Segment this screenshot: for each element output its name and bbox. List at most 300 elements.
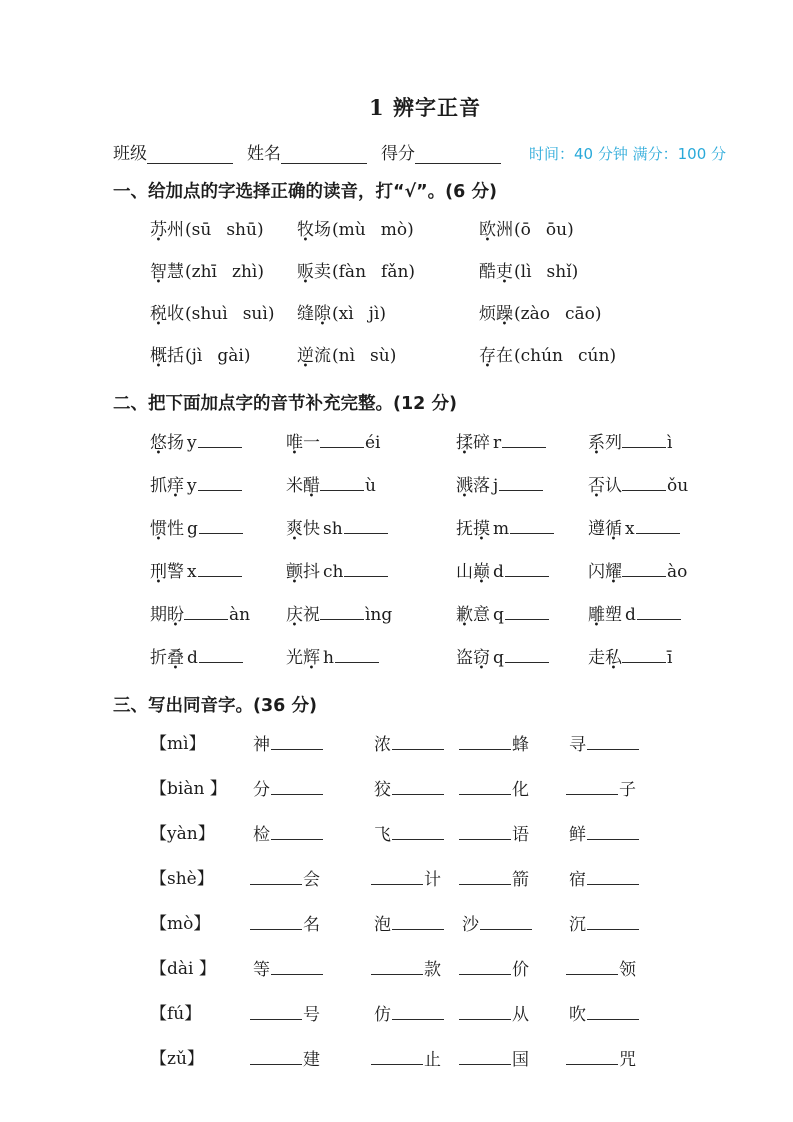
pinyin-option[interactable]: zào (520, 304, 550, 324)
homophone-item (459, 958, 566, 982)
syllable-suffix: ǒu (667, 476, 689, 496)
given-char: 等 (253, 960, 270, 980)
given-char: 领 (619, 960, 636, 980)
homophone-item (371, 1003, 459, 1027)
syllable-prefix: m (493, 519, 510, 539)
homophone-item (371, 913, 459, 937)
homophone-item (250, 868, 371, 892)
score-blank[interactable] (415, 147, 501, 164)
syllable-item (286, 646, 456, 670)
answer-blank[interactable] (505, 603, 549, 620)
homophone-item (566, 733, 737, 757)
dotted-char: 私 (605, 648, 622, 668)
syllable-prefix: q (493, 648, 504, 668)
syllable-suffix: ī (667, 648, 673, 668)
dotted-char: 税 (150, 304, 167, 324)
homophone-item (459, 778, 566, 802)
hanzi-char: 扬 (167, 433, 184, 453)
word-pinyin-item (150, 345, 297, 368)
hanzi-char: 意 (473, 605, 490, 625)
hanzi-char: 一 (303, 433, 320, 453)
pinyin-option[interactable]: cāo (564, 304, 595, 324)
answer-blank[interactable] (198, 474, 242, 491)
score-label: 得分 (381, 144, 415, 164)
answer-blank[interactable] (320, 431, 364, 448)
word-pinyin-item (297, 261, 479, 284)
pinyin-option[interactable]: shǐ (546, 262, 572, 282)
given-char: 寻 (569, 735, 586, 755)
syllable-suffix: éi (365, 433, 381, 453)
pinyin-option[interactable]: mù (338, 220, 366, 240)
dotted-word (588, 648, 622, 668)
given-char: 沙 (462, 915, 479, 935)
answer-blank[interactable] (271, 778, 323, 795)
homophone-item (371, 733, 459, 757)
syllable-item (588, 517, 737, 541)
syllable-item (456, 603, 588, 627)
hanzi-char: 落 (473, 476, 490, 496)
dotted-word (150, 220, 184, 240)
answer-blank[interactable] (198, 431, 242, 448)
word-pinyin-item (297, 345, 479, 368)
dotted-char: 雕 (588, 605, 605, 625)
answer-blank[interactable] (392, 733, 444, 750)
pinyin-option[interactable]: cún (578, 346, 610, 366)
dotted-char: 揉 (456, 433, 473, 453)
hanzi-char: 闪 (588, 562, 605, 582)
hanzi-char: 走 (588, 648, 605, 668)
hanzi-char: 抓 (150, 476, 167, 496)
syllable-suffix: àn (229, 605, 251, 625)
hanzi-char: 收 (167, 304, 184, 324)
answer-blank[interactable] (587, 868, 639, 885)
answer-blank[interactable] (622, 560, 666, 577)
dotted-word (150, 519, 184, 539)
answer-blank[interactable] (502, 431, 546, 448)
answer-blank[interactable] (459, 733, 511, 750)
syllable-item (150, 646, 286, 670)
hanzi-char: 慧 (167, 262, 184, 282)
syllable-prefix: x (625, 519, 635, 539)
given-char: 化 (512, 780, 529, 800)
syllable-prefix: d (187, 648, 198, 668)
answer-blank[interactable] (184, 603, 228, 620)
dotted-word (456, 648, 490, 668)
pinyin-option[interactable]: zhī (191, 262, 217, 282)
pinyin-options: (jì gài) (185, 346, 251, 366)
section-three-grid (150, 733, 737, 1072)
pinyin-option[interactable]: sū (191, 220, 212, 240)
word-pinyin-item (150, 261, 297, 284)
answer-blank[interactable] (459, 1048, 511, 1065)
answer-blank[interactable] (250, 868, 302, 885)
answer-blank[interactable] (499, 474, 543, 491)
dotted-char: 爽 (286, 519, 303, 539)
answer-blank[interactable] (335, 646, 379, 663)
syllable-prefix: ch (323, 562, 344, 582)
pinyin-options: (mù mò) (332, 220, 414, 240)
dotted-char: 痒 (167, 476, 184, 496)
pinyin-options: (zhī zhì) (185, 262, 264, 282)
hanzi-char: 塑 (605, 605, 622, 625)
hanzi-char: 盗 (456, 648, 473, 668)
syllable-item (456, 517, 588, 541)
dotted-word (297, 220, 331, 240)
dotted-word (286, 476, 320, 496)
answer-blank[interactable] (637, 603, 681, 620)
hanzi-char: 州 (167, 220, 184, 240)
homophone-item (566, 1003, 737, 1027)
hanzi-char: 酷 (479, 262, 496, 282)
given-char: 号 (303, 1005, 320, 1025)
dotted-char: 存 (479, 346, 496, 366)
syllable-prefix: sh (323, 519, 343, 539)
dotted-char: 盼 (167, 605, 184, 625)
dotted-char: 颤 (286, 562, 303, 582)
dotted-word (297, 262, 331, 282)
dotted-word (588, 519, 622, 539)
pinyin-options: (lì shǐ) (514, 262, 579, 282)
dotted-word (286, 648, 320, 668)
answer-blank[interactable] (459, 1003, 511, 1020)
dotted-word (588, 476, 622, 496)
pinyin-option[interactable]: ōu (545, 220, 568, 240)
given-char: 语 (512, 825, 529, 845)
hanzi-char: 流 (314, 346, 331, 366)
word-pinyin-item (150, 219, 297, 242)
syllable-item (286, 474, 456, 498)
answer-blank[interactable] (459, 868, 511, 885)
syllable-item (286, 431, 456, 455)
answer-blank[interactable] (199, 517, 243, 534)
class-field (113, 139, 233, 164)
pinyin-options: (fàn fǎn) (332, 262, 416, 282)
dotted-char: 醋 (303, 476, 320, 496)
given-char: 子 (619, 780, 636, 800)
dotted-char: 窃 (473, 648, 490, 668)
answer-blank[interactable] (636, 517, 680, 534)
answer-blank[interactable] (198, 560, 242, 577)
dotted-word (286, 519, 320, 539)
dotted-char: 隙 (314, 304, 331, 324)
section-one-heading: 一、给加点的字选择正确的读音，打“√”。(6 分) (113, 182, 497, 202)
syllable-prefix: y (187, 433, 197, 453)
word-pinyin-item (297, 303, 479, 326)
dotted-word (479, 346, 513, 366)
answer-blank[interactable] (566, 778, 618, 795)
name-blank[interactable] (281, 147, 367, 164)
pinyin-options: (chún cún) (514, 346, 617, 366)
dotted-word (150, 262, 184, 282)
dotted-char: 歉 (456, 605, 473, 625)
hanzi-char: 山 (456, 562, 473, 582)
pinyin-options: (zào cāo) (514, 304, 602, 324)
homophone-item (459, 868, 566, 892)
answer-blank[interactable] (505, 646, 549, 663)
dotted-char: 刑 (150, 562, 167, 582)
syllable-prefix: d (493, 562, 504, 582)
answer-blank[interactable] (344, 560, 388, 577)
homophone-item (250, 1003, 371, 1027)
given-char: 吹 (569, 1005, 586, 1025)
pinyin-option[interactable]: chún (520, 346, 564, 366)
name-field (247, 139, 367, 164)
homophone-key: 【yàn】 (150, 824, 215, 844)
answer-blank[interactable] (622, 474, 666, 491)
homophone-item (250, 733, 371, 757)
dotted-word (150, 476, 184, 496)
answer-blank[interactable] (459, 778, 511, 795)
answer-blank[interactable] (587, 913, 639, 930)
homophone-key: 【shè】 (150, 869, 214, 889)
hanzi-char: 遵 (588, 519, 605, 539)
hanzi-char: 祝 (303, 605, 320, 625)
answer-blank[interactable] (505, 560, 549, 577)
dotted-word (150, 605, 184, 625)
answer-blank[interactable] (566, 958, 618, 975)
dotted-word (297, 304, 331, 324)
hanzi-char: 期 (150, 605, 167, 625)
dotted-word (150, 304, 184, 324)
syllable-item (456, 431, 588, 455)
homophone-key: 【dài 】 (150, 959, 216, 979)
homophone-item (459, 1048, 566, 1072)
name-label: 姓名 (247, 144, 281, 164)
word-pinyin-item (479, 261, 737, 284)
given-char: 泡 (374, 915, 391, 935)
answer-blank[interactable] (371, 1048, 423, 1065)
word-pinyin-item (479, 345, 737, 368)
answer-blank[interactable] (250, 1003, 302, 1020)
answer-blank[interactable] (622, 431, 666, 448)
pinyin-option[interactable]: suì (242, 304, 268, 324)
pinyin-option[interactable]: fàn (338, 262, 367, 282)
homophone-item (371, 1048, 459, 1072)
dotted-char: 智 (150, 262, 167, 282)
answer-blank[interactable] (459, 823, 511, 840)
hanzi-char: 折 (150, 648, 167, 668)
answer-blank[interactable] (587, 733, 639, 750)
given-char: 价 (512, 960, 529, 980)
dotted-char: 耀 (605, 562, 622, 582)
homophone-item (371, 958, 459, 982)
syllable-suffix: ù (365, 476, 376, 496)
homophone-item (566, 823, 737, 847)
pinyin-option[interactable]: ō (520, 220, 531, 240)
hanzi-char: 碎 (473, 433, 490, 453)
hanzi-char: 在 (496, 346, 513, 366)
dotted-word (150, 346, 184, 366)
pinyin-option[interactable]: fǎn (381, 262, 409, 282)
syllable-item (150, 474, 286, 498)
syllable-prefix: j (493, 476, 499, 496)
dotted-char: 贩 (297, 262, 314, 282)
dotted-word (456, 476, 490, 496)
homophone-item (250, 1048, 371, 1072)
answer-blank[interactable] (250, 1048, 302, 1065)
given-char: 飞 (374, 825, 391, 845)
dotted-word (588, 605, 622, 625)
given-char: 沉 (569, 915, 586, 935)
hanzi-char: 性 (167, 519, 184, 539)
answer-blank[interactable] (392, 823, 444, 840)
answer-blank[interactable] (566, 1048, 618, 1065)
homophone-key: 【zǔ】 (150, 1049, 204, 1069)
dotted-char: 巅 (473, 562, 490, 582)
syllable-item (588, 474, 737, 498)
syllable-suffix: ìng (365, 605, 393, 625)
homophone-item (371, 823, 459, 847)
answer-blank[interactable] (199, 646, 243, 663)
dotted-char: 辉 (303, 648, 320, 668)
syllable-prefix: r (493, 433, 502, 453)
hanzi-char: 光 (286, 648, 303, 668)
answer-blank[interactable] (371, 958, 423, 975)
answer-blank[interactable] (371, 868, 423, 885)
pinyin-option[interactable]: gài (217, 346, 244, 366)
hanzi-char: 烦 (479, 304, 496, 324)
syllable-item (286, 560, 456, 584)
pinyin-options: (xì jì) (332, 304, 387, 324)
dotted-word (297, 346, 331, 366)
pinyin-option[interactable]: nì (338, 346, 356, 366)
answer-blank[interactable] (271, 823, 323, 840)
homophone-item (250, 778, 371, 802)
given-char: 款 (424, 960, 441, 980)
pinyin-option[interactable]: xì (338, 304, 354, 324)
homophone-item (459, 913, 566, 937)
given-char: 仿 (374, 1005, 391, 1025)
answer-blank[interactable] (271, 958, 323, 975)
answer-blank[interactable] (459, 958, 511, 975)
dotted-word (286, 605, 320, 625)
dotted-char: 庆 (286, 605, 303, 625)
pinyin-option[interactable]: zhì (231, 262, 258, 282)
dotted-word (286, 562, 320, 582)
hanzi-char: 卖 (314, 262, 331, 282)
answer-blank[interactable] (587, 823, 639, 840)
given-char: 止 (424, 1050, 441, 1070)
given-char: 狡 (374, 780, 391, 800)
syllable-suffix: ì (667, 433, 673, 453)
given-char: 从 (512, 1005, 529, 1025)
syllable-item (150, 603, 286, 627)
pinyin-option[interactable]: lì (520, 262, 532, 282)
homophone-item (566, 1048, 737, 1072)
answer-blank[interactable] (392, 778, 444, 795)
word-pinyin-item (150, 303, 297, 326)
given-char: 神 (253, 735, 270, 755)
given-char: 浓 (374, 735, 391, 755)
dotted-char: 牧 (297, 220, 314, 240)
answer-blank[interactable] (392, 913, 444, 930)
answer-blank[interactable] (587, 1003, 639, 1020)
dotted-word (456, 562, 490, 582)
hanzi-char: 抚 (456, 519, 473, 539)
dotted-word (588, 562, 622, 582)
syllable-item (588, 431, 737, 455)
dotted-char: 悠 (150, 433, 167, 453)
pinyin-option[interactable]: shuì (191, 304, 228, 324)
syllable-item (150, 431, 286, 455)
dotted-char: 摸 (473, 519, 490, 539)
homophone-item (566, 913, 737, 937)
dotted-char: 叠 (167, 648, 184, 668)
syllable-item (286, 603, 456, 627)
dotted-char: 循 (605, 519, 622, 539)
homophone-item (459, 823, 566, 847)
word-pinyin-item (479, 303, 737, 326)
hanzi-char: 场 (314, 220, 331, 240)
dotted-char: 否 (588, 476, 605, 496)
dotted-char: 欧 (479, 220, 496, 240)
dotted-word (456, 605, 490, 625)
homophone-key: 【fú】 (150, 1004, 202, 1024)
pinyin-option[interactable]: jì (368, 304, 380, 324)
homophone-item (566, 958, 737, 982)
homophone-key: 【biàn 】 (150, 779, 227, 799)
answer-blank[interactable] (320, 603, 364, 620)
dotted-word (286, 433, 320, 453)
dotted-word (150, 433, 184, 453)
header-meta: 时间：40 分钟 满分：100 分 (529, 145, 727, 163)
homophone-item (566, 868, 737, 892)
given-char: 鲜 (569, 825, 586, 845)
homophone-item (371, 778, 459, 802)
answer-blank[interactable] (320, 474, 364, 491)
answer-blank[interactable] (622, 646, 666, 663)
class-blank[interactable] (147, 147, 233, 164)
syllable-item (588, 646, 737, 670)
dotted-word (150, 562, 184, 582)
pinyin-option[interactable]: shū (226, 220, 257, 240)
answer-blank[interactable] (510, 517, 554, 534)
dotted-char: 吏 (496, 262, 513, 282)
homophone-item (250, 958, 371, 982)
syllable-item (150, 517, 286, 541)
pinyin-option[interactable]: mò (380, 220, 408, 240)
homophone-item (459, 733, 566, 757)
syllable-item (456, 474, 588, 498)
given-char: 分 (253, 780, 270, 800)
given-char: 国 (512, 1050, 529, 1070)
given-char: 计 (424, 870, 441, 890)
hanzi-char: 快 (303, 519, 320, 539)
answer-blank[interactable] (392, 1003, 444, 1020)
section-one-grid (150, 219, 737, 368)
dotted-word (479, 304, 513, 324)
hanzi-char: 警 (167, 562, 184, 582)
answer-blank[interactable] (271, 733, 323, 750)
dotted-word (150, 648, 184, 668)
pinyin-option[interactable]: jì (191, 346, 203, 366)
answer-blank[interactable] (480, 913, 532, 930)
answer-blank[interactable] (344, 517, 388, 534)
section-three-heading: 三、写出同音字。(36 分) (113, 696, 317, 716)
score-field (381, 139, 501, 164)
syllable-item (456, 646, 588, 670)
dotted-word (456, 433, 490, 453)
homophone-key: 【mò】 (150, 914, 211, 934)
answer-blank[interactable] (250, 913, 302, 930)
dotted-char: 逆 (297, 346, 314, 366)
dotted-word (588, 433, 622, 453)
dotted-word (456, 519, 490, 539)
dotted-char: 概 (150, 346, 167, 366)
pinyin-option[interactable]: sù (370, 346, 390, 366)
dotted-char: 惯 (150, 519, 167, 539)
pinyin-options: (shuì suì) (185, 304, 275, 324)
